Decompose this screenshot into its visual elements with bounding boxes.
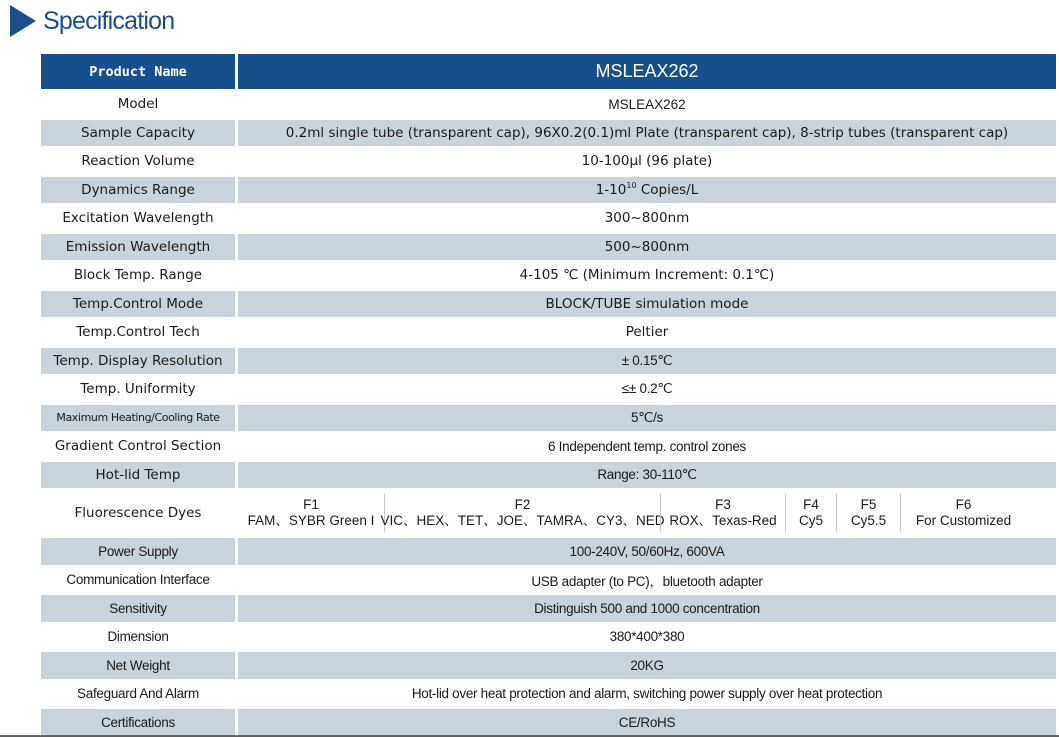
channel-name: F3 [715, 497, 731, 512]
table-row-net-weight [41, 652, 1056, 679]
row-label: Communication Interface [66, 572, 210, 588]
table-row-dimension [41, 624, 1056, 651]
row-label: Temp.Control Tech [76, 324, 200, 341]
row-value [235, 490, 1056, 536]
row-label: Excitation Wavelength [62, 210, 214, 227]
row-value [235, 177, 1056, 204]
dye-channel-f6 [900, 494, 1026, 532]
dye-channel-f3 [660, 494, 785, 532]
row-label: Emission Wavelength [41, 234, 235, 261]
row-label: Temp. Uniformity [80, 381, 196, 398]
dye-channel-f4 [785, 494, 836, 532]
row-label: Sensitivity [41, 595, 235, 622]
table-row-excitation [41, 205, 1056, 232]
dye-channel-f2 [380, 494, 665, 532]
dye-channel-f1 [238, 494, 384, 532]
row-value: MSLEAX262 [235, 91, 1056, 118]
table-row-fluorescence [41, 490, 1056, 536]
row-value: Hot-lid over heat protection and alarm, switching power supply over heat protection [235, 681, 1056, 708]
row-value: 5℃/s [235, 405, 1056, 432]
row-label: Sample Capacity [41, 120, 235, 147]
table-row-sample-capacity [41, 120, 1056, 147]
row-label: Hot-lid Temp [41, 462, 235, 489]
row-value: 300~800nm [235, 205, 1056, 232]
specification-table [41, 52, 1056, 738]
channel-name: F6 [955, 497, 972, 512]
dye-channel-f5 [836, 494, 900, 532]
value-exponent: 10 [626, 181, 637, 191]
table-row-display-resolution [41, 348, 1056, 375]
row-value: Range: 30-110℃ [235, 462, 1056, 489]
table-row-sensitivity [41, 595, 1056, 622]
row-label: Reaction Volume [81, 153, 195, 170]
table-row-control-tech [41, 319, 1056, 346]
row-value: CE/RoHS [235, 709, 1056, 736]
row-value: 20KG [235, 652, 1056, 679]
table-row-uniformity [41, 376, 1056, 403]
row-value: 6 Independent temp. control zones [235, 433, 1056, 460]
channel-dyes: Cy5.5 [850, 513, 887, 528]
row-value: Distinguish 500 and 1000 concentration [235, 595, 1056, 622]
channel-dyes: FAM、SYBR Green I [247, 513, 375, 528]
table-row-hot-lid [41, 462, 1056, 489]
row-label: Certifications [41, 709, 235, 736]
row-value: 500~800nm [235, 234, 1056, 261]
row-value: Peltier [235, 319, 1056, 346]
row-label: Power Supply [41, 538, 235, 565]
table-row-max-rate [41, 405, 1056, 432]
row-label: Maximum Heating/Cooling Rate [41, 405, 235, 432]
row-label: Safeguard And Alarm [77, 686, 199, 702]
dye-channels [238, 490, 1056, 536]
row-label: Model [117, 96, 159, 113]
row-value: USB adapter (to PC)，bluetooth adapter [235, 567, 1056, 594]
row-value: 0.2ml single tube (transparent cap), 96X0.2(0.1)ml Plate (transparent cap), 8-strip tubes (transparent cap) [235, 120, 1056, 147]
table-row-communication [41, 567, 1056, 594]
value-unit: Copies/L [636, 182, 699, 199]
row-label: Net Weight [41, 652, 235, 679]
channel-name: F1 [303, 497, 319, 512]
row-value: 10-100μl (96 plate) [235, 148, 1056, 175]
header-label: Product Name [41, 54, 235, 89]
row-value: 4-105 ℃ (Minimum Increment: 0.1℃) [235, 262, 1056, 289]
table-row-power-supply [41, 538, 1056, 565]
row-label: Temp.Control Mode [41, 291, 235, 318]
row-value: ± 0.15℃ [235, 348, 1056, 375]
row-label: Fluorescence Dyes [74, 505, 202, 521]
row-value: 380*400*380 [235, 624, 1056, 651]
table-row-dynamics-range [41, 177, 1056, 204]
channel-dyes: ROX、Texas-Red [669, 513, 777, 528]
triangle-bullet-icon [10, 5, 36, 37]
row-value: BLOCK/TUBE simulation mode [235, 291, 1056, 318]
row-label: Dynamics Range [41, 177, 235, 204]
row-label: Temp. Display Resolution [41, 348, 235, 375]
table-header-row [41, 54, 1056, 89]
table-row-safeguard [41, 681, 1056, 708]
section-title [10, 4, 174, 38]
row-value: 100-240V, 50/60Hz, 600VA [235, 538, 1056, 565]
table-row-reaction-volume [41, 148, 1056, 175]
channel-dyes: For Customized [915, 513, 1012, 528]
table-row-control-mode [41, 291, 1056, 318]
section-title-text: Specification [43, 6, 175, 35]
table-row-block-temp [41, 262, 1056, 289]
row-label: Dimension [107, 629, 169, 645]
row-label: Block Temp. Range [73, 267, 203, 284]
channel-name: F2 [514, 497, 531, 512]
table-row-certifications [41, 709, 1056, 736]
channel-name: F5 [860, 497, 877, 512]
header-value: MSLEAX262 [235, 54, 1056, 89]
table-row-model [41, 91, 1056, 118]
channel-name: F4 [803, 497, 819, 512]
table-row-gradient [41, 433, 1056, 460]
row-value: ≤± 0.2℃ [235, 376, 1056, 403]
value-base: 1-10 [595, 182, 627, 199]
table-row-emission [41, 234, 1056, 261]
channel-dyes: VIC、HEX、TET、JOE、TAMRA、CY3、NED [380, 513, 665, 528]
channel-dyes: Cy5 [798, 513, 823, 528]
row-label: Gradient Control Section [54, 438, 222, 455]
